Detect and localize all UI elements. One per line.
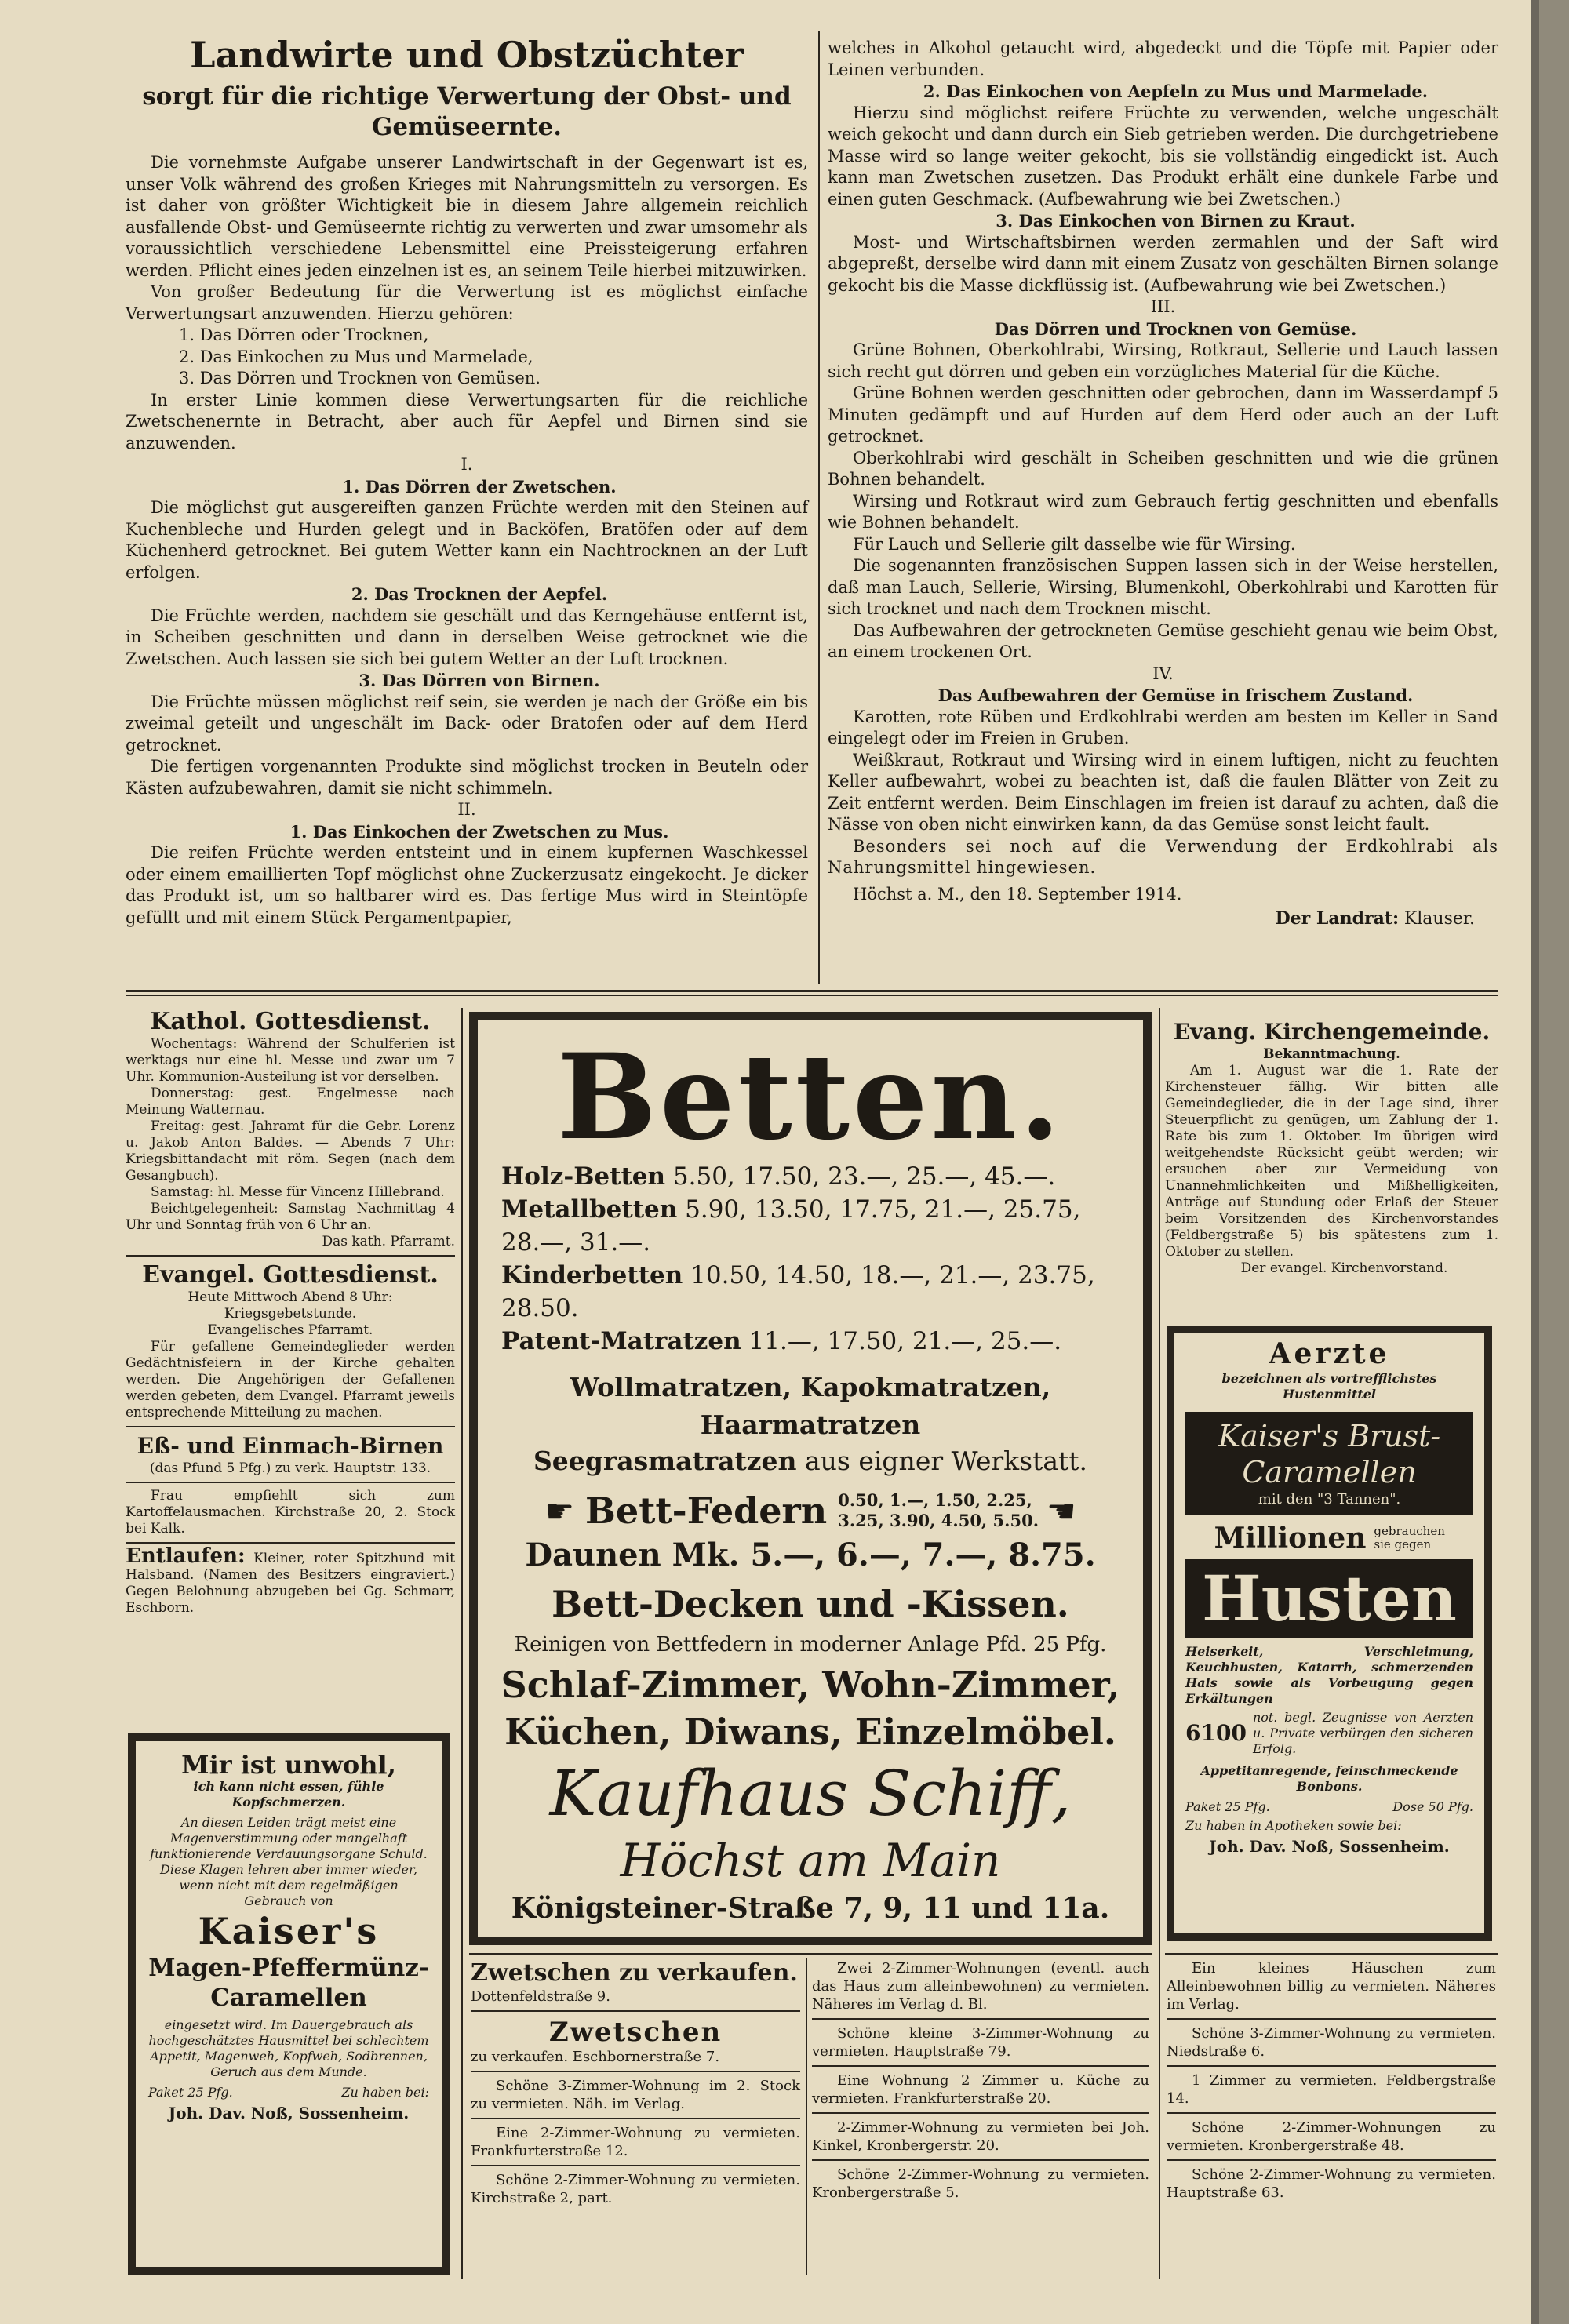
divider [126, 1542, 455, 1544]
kirch-text: Am 1. August war die 1. Rate der Kirchensteuer fällig. Wir bitten alle Gemeindeglieder, die in der Lage sind, ihrer Steuerpflicht zu genügen, um Zahlung der 1. Rate bis zum 1. Oktober. Im übrigen wird weitgehendste Rücksicht geübt werden; wir ersuchen aber zur Vermeidung von Unannehmlichkeiten und Mißhelligkeiten, Anträge auf Stundung oder Erlaß der Steuer beim Vorsitzenden des Kirchenvorstandes (Feldbergstraße 5) bis spätestens zum 1. Oktober zu stellen. [1165, 1063, 1498, 1260]
federn-line [478, 1489, 1143, 1532]
article-subtitle: sorgt für die richtige Verwertung der Obst- und Gemüseernte. [142, 82, 792, 141]
list-item: 2. Das Einkochen zu Mus und Marmelade, [179, 347, 533, 366]
zimmer-line: Schlaf-Zimmer, Wohn-Zimmer, [501, 1664, 1120, 1706]
kirch-sub: Bekanntmachung. [1263, 1046, 1400, 1062]
section-number: II. [457, 800, 476, 819]
article-column-1 [126, 31, 808, 929]
brust-seller: Joh. Dav. Noß, Sossenheim. [1209, 1837, 1450, 1856]
left-ads-column [126, 1008, 455, 1617]
zw1-addr: Dottenfeldstraße 9. [471, 1988, 610, 2005]
row-prices: 10.50, 14.50, 18.—, 21.—, 23.75, 28.50. [501, 1261, 1095, 1322]
section-number: I. [461, 455, 473, 474]
row-prices: 5.50, 17.50, 23.—, 25.—, 45.—. [672, 1162, 1056, 1191]
brust-banner [1185, 1412, 1473, 1515]
classified-item: 2-Zimmer-Wohnung zu vermieten bei Joh. Kinkel, Kronbergerstr. 20. [812, 2119, 1149, 2154]
aerzte-sub: bezeichnen als vortrefflichstes Hustenmittel [1221, 1371, 1437, 1402]
section-heading: 1. Das Dörren der Zwetschen. [342, 476, 617, 496]
classified-item: Schöne 2-Zimmer-Wohnung zu vermieten. Hauptstraße 63. [1167, 2166, 1496, 2201]
kaiser-text: eingesetzt wird. Im Dauergebrauch als hochgeschätztes Hausmittel bei schlechtem Appetit, Magenweh, Kopfweh, Sodbrennen, Geruch aus dem Munde. [148, 2017, 429, 2079]
zw2-title: Zwetschen [548, 2017, 723, 2048]
section-heading: Das Dörren und Trocknen von Gemüse. [994, 318, 1357, 339]
betten-row [501, 1193, 1119, 1259]
signature [828, 908, 1498, 930]
entl-title: Entlaufen: [126, 1544, 246, 1568]
zeugnisse-text: not. begl. Zeugnisse von Aerzten u. Private verbürgen den sicheren Erfolg. [1252, 1710, 1473, 1756]
seegras-line [478, 1444, 1143, 1478]
page-edge [1531, 0, 1569, 2324]
seegras-label: Seegrasmatratzen [533, 1446, 797, 1476]
article-paragraph: Die reifen Früchte werden entsteint und in einem kupfernen Waschkessel oder einem emaillierten Topf möglichst ohne Zuckerzusatz eingekocht. Je dicker das Produkt ist, um so haltbarer wird es. Das fertige Mus wird in Steintöpfe gefüllt und mit einem Stück Pergamentpapier, [126, 843, 808, 927]
kaiser-price [148, 2085, 429, 2100]
article-paragraph: welches in Alkohol getaucht wird, abgedeckt und die Töpfe mit Papier oder Leinen verbunden. [828, 38, 1498, 79]
article-paragraph: Most- und Wirtschaftsbirnen werden zermahlen und der Saft wird abgepreßt, derselbe wird dann mit einem Zusatz von geschälten Birnen solange gekocht bis die Masse dickflüssig ist. (Aufbewahrung wie bei Zwetschen.) [828, 232, 1498, 295]
entl-text: Kleiner, roter Spitzhund mit Halsband. (Namen des Besitzers eingraviert.) Gegen Belohnung abzugeben bei Gg. Schmarr, Eschborn. [126, 1551, 455, 1616]
classified-item: Ein kleines Häuschen zum Alleinbewohnen billig zu vermieten. Näheres im Verlag. [1167, 1960, 1496, 2013]
kaiser-text: An diesen Leiden trägt meist eine Magenverstimmung oder mangelhaft funktionierende Verdauungsorgane Schuld. Diese Klagen lehren aber immer wieder, wenn nicht mit dem regelmäßigen Gebrauch von [150, 1815, 428, 1908]
classified-item: Schöne 2-Zimmer-Wohnung zu vermieten. Kronbergerstraße 5. [812, 2166, 1149, 2201]
section-heading: 2. Das Einkochen von Aepfeln zu Mus und Marmelade. [923, 82, 1429, 101]
article-paragraph: Die sogenannten französischen Suppen lassen sich in der Weise herstellen, daß man Lauch, Sellerie, Wirsing, Blumenkohl, Oberkohlrabi und Karotten für sich trocknet und nach dem Trocknen mischt. [828, 556, 1498, 618]
list-item: 3. Das Dörren und Trocknen von Gemüsen. [179, 369, 541, 387]
classified-item: Eine Wohnung 2 Zimmer u. Küche zu vermieten. Frankfurterstraße 20. [812, 2072, 1149, 2107]
apotheken-line: Zu haben in Apotheken sowie bei: [1185, 1818, 1402, 1833]
list-item: 1. Das Dörren oder Trocknen, [179, 326, 429, 344]
article-paragraph: Oberkohlrabi wird geschält in Scheiben geschnitten und wie die grünen Bohnen behandelt. [828, 448, 1498, 489]
brust-line-1: Kaiser's Brust- [1218, 1419, 1441, 1453]
section-rule [126, 995, 1498, 996]
zeugnisse-line [1185, 1710, 1473, 1757]
divider [812, 2112, 1149, 2114]
row-prices: 5.90, 13.50, 17.75, 21.—, 25.75, 28.—, 31.—. [501, 1195, 1081, 1257]
classifieds-mid-left [471, 1959, 800, 2207]
article-paragraph: Wirsing und Rotkraut wird zum Gebrauch fertig geschnitten und ebenfalls wie Bohnen behandelt. [828, 491, 1498, 532]
notice-text: Freitag: gest. Jahramt für die Gebr. Lorenz u. Jakob Anton Baldes. — Abends 7 Uhr: Kriegsbittandacht mit röm. Segen (nach dem Gesangbuch). [126, 1118, 455, 1184]
federn-prices [838, 1490, 1039, 1531]
divider [126, 1255, 455, 1257]
article-paragraph: Von großer Bedeutung für die Verwertung ist es möglichst einfache Verwertungsart anzuwenden. Hierzu gehören: [126, 282, 808, 323]
federn-label: Bett-Federn [584, 1489, 828, 1532]
kirch-sign: Der evangel. Kirchenvorstand. [1240, 1260, 1448, 1276]
pointing-hand-icon: ☛ [544, 1491, 574, 1530]
divider [1167, 2065, 1496, 2067]
shop-street: Königsteiner-Straße 7, 9, 11 und 11a. [511, 1892, 1110, 1925]
section-heading: Das Aufbewahren der Gemüse in frischem Zustand. [937, 686, 1414, 705]
aerzte-title: Aerzte [1269, 1337, 1390, 1370]
classified-item: Schöne kleine 3-Zimmer-Wohnung zu vermieten. Hauptstraße 79. [812, 2025, 1149, 2060]
federn-prices-2: 3.25, 3.90, 4.50, 5.50. [838, 1511, 1039, 1530]
section-number: III. [1150, 297, 1176, 316]
betten-row [501, 1160, 1119, 1193]
zw1-title: Zwetschen zu verkaufen. [471, 1959, 798, 1987]
kaiser-paket: Paket 25 Pfg. [148, 2085, 233, 2100]
betten-row [501, 1259, 1119, 1325]
betten-price-list [478, 1160, 1143, 1358]
reinigen-line: Reinigen von Bettfedern in moderner Anlage Pfd. 25 Pfg. [514, 1633, 1107, 1657]
article-paragraph: Die vornehmste Aufgabe unserer Landwirtschaft in der Gegenwart ist es, unser Volk während des großen Krieges mit Nahrungsmitteln zu versorgen. Es ist daher von größter Wichtigkeit bie in diesem Jahre allgemein reichlich ausfallende Obst- und Gemüseernte richtig zu verwerten und zwar umsomehr als voraussichtlich verschiedene Lebensmittel eine Preissteigerung erfahren werden. Pflicht eines jeden einzelnen ist es, an seinem Teile hierbei mitzuwirken. [126, 153, 808, 280]
brust-caramellen-ad [1167, 1326, 1492, 1941]
divider [471, 2165, 800, 2166]
divider [471, 2118, 800, 2119]
divider [471, 2010, 800, 2012]
brust-paket: Paket 25 Pfg. [1185, 1799, 1270, 1814]
notice-text: Für gefallene Gemeindeglieder werden Gedächtnisfeiern in der Kirche gehalten werden. Die Angehörigen der Gefallenen werden gebeten, dem Evangel. Pfarramt jeweils entsprechende Mitteilung zu machen. [126, 1339, 455, 1420]
kaiser-haben: Zu haben bei: [341, 2085, 429, 2100]
dateline: Höchst a. M., den 18. September 1914. [853, 884, 1182, 904]
section-heading: 3. Das Dörren von Birnen. [359, 671, 600, 690]
zeugnisse-num: 6100 [1185, 1720, 1247, 1746]
moebel-line: Küchen, Diwans, Einzelmöbel. [504, 1711, 1116, 1753]
article-paragraph: Für Lauch und Sellerie gilt dasselbe wie für Wirsing. [853, 534, 1296, 554]
betten-title: Betten. [557, 1028, 1064, 1166]
notice-text: Samstag: hl. Messe für Vincenz Hillebrand. [151, 1184, 445, 1200]
notice-sign: Das kath. Pfarramt. [322, 1234, 455, 1249]
classifieds-right [1167, 1959, 1496, 2202]
signer-name: Klauser. [1403, 909, 1475, 929]
betten-ad [469, 1012, 1152, 1945]
shop-city: Höchst am Main [620, 1834, 1001, 1887]
husten-text: Heiserkeit, Verschleimung, Keuchhusten, Katarrh, schmerzenden Hals sowie als Vorbeugung gegen Erkältungen [1185, 1644, 1473, 1706]
brust-line-2: Caramellen [1242, 1455, 1417, 1489]
kirch-title: Evang. Kirchengemeinde. [1173, 1019, 1491, 1045]
article-paragraph: Das Aufbewahren der getrockneten Gemüse geschieht genau wie beim Obst, an einem trockenen Ort. [828, 620, 1498, 661]
row-prices: 11.—, 17.50, 21.—, 25.—. [748, 1327, 1062, 1355]
classified-item: Eine 2-Zimmer-Wohnung zu vermieten. Frankfurterstraße 12. [471, 2125, 800, 2159]
gebrauchen: gebrauchen sie gegen [1374, 1524, 1445, 1551]
birnen-title: Eß- und Einmach-Birnen [137, 1433, 444, 1459]
section-heading: 2. Das Trocknen der Aepfel. [351, 584, 608, 604]
divider [471, 2071, 800, 2072]
row-label: Patent-Matratzen [501, 1327, 741, 1355]
divider [812, 2065, 1149, 2067]
divider [126, 1426, 455, 1427]
row-label: Kinderbetten [501, 1261, 683, 1289]
shop-name: Kaufhaus Schiff, [549, 1757, 1072, 1830]
zw2-addr: zu verkaufen. Eschbornerstraße 7. [471, 2049, 720, 2065]
row-label: Holz-Betten [501, 1162, 666, 1191]
classified-item: Schöne 3-Zimmer-Wohnung zu vermieten. Niedstraße 6. [1167, 2025, 1496, 2060]
column-divider [1159, 1008, 1160, 2279]
article-paragraph: Die möglichst gut ausgereiften ganzen Früchte werden mit den Steinen auf Kuchenbleche und Hurden gelegt und in Backöfen, Bratöfen oder auf dem Küchenherd getrocknet. Bei gutem Wetter kann ein Nachtrocknen an der Luft erfolgen. [126, 498, 808, 582]
brust-line-3: mit den "3 Tannen". [1258, 1491, 1401, 1508]
kaiser-seller: Joh. Dav. Noß, Sossenheim. [168, 2104, 410, 2122]
classified-item: Schöne 3-Zimmer-Wohnung im 2. Stock zu vermieten. Näh. im Verlag. [471, 2078, 800, 2112]
brust-dose: Dose 50 Pfg. [1392, 1799, 1473, 1814]
article-paragraph: Besonders sei noch auf die Verwendung der Erdkohlrabi als Nahrungsmittel hingewiesen. [828, 836, 1498, 877]
article-paragraph: In erster Linie kommen diese Verwertungsarten für die reichliche Zwetschenernte in Betracht, aber auch für Aepfel und Birnen sind sie anzuwenden. [126, 390, 808, 453]
article-paragraph: Karotten, rote Rüben und Erdkohlrabi werden am besten im Keller in Sand eingelegt oder im Freien in Gruben. [828, 707, 1498, 747]
divider [1167, 2112, 1496, 2114]
notice-text: (das Pfund 5 Pfg.) zu verk. Hauptstr. 133. [149, 1460, 431, 1476]
millionen-line [1185, 1520, 1473, 1556]
classified-item: 1 Zimmer zu vermieten. Feldbergstraße 14. [1167, 2072, 1496, 2107]
husten-banner: Husten [1185, 1559, 1473, 1638]
classified-item: Schöne 2-Zimmer-Wohnung zu vermieten. Kirchstraße 2, part. [471, 2172, 800, 2206]
divider [812, 2159, 1149, 2161]
section-rule [469, 1953, 1152, 1955]
daunen-line: Daunen Mk. 5.—, 6.—, 7.—, 8.75. [525, 1537, 1096, 1573]
betten-row [501, 1325, 1119, 1358]
notice-text: Evangelisches Pfarramt. [207, 1322, 373, 1338]
kaiser-product: Magen-Pfeffermünz-Caramellen [148, 1954, 429, 2012]
notice-text [126, 1544, 455, 1617]
divider [1167, 2018, 1496, 2020]
classified-item: Zwei 2-Zimmer-Wohnungen (eventl. auch das Haus zum alleinbewohnen) zu vermieten. Näheres im Verlag d. Bl. [812, 1960, 1149, 2013]
classified-item: Schöne 2-Zimmer-Wohnungen zu vermieten. Kronbergerstraße 48. [1167, 2119, 1496, 2154]
article-paragraph: Hierzu sind möglichst reifere Früchte zu verwenden, welche ungeschält weich gekocht und dann durch ein Sieb getrieben werden. Die durchgetriebene Masse wird so lange weiter gekocht, bis sie vollständig eingedickt ist. Auch kann man Zwetschen zusetzen. Das Produkt erhält eine dunkele Farbe und einen guten Geschmack. (Aufbewahrung wie bei Zwetschen.) [828, 103, 1498, 209]
article-title: Landwirte und Obstzüchter [190, 34, 744, 76]
section-rule [1165, 1953, 1498, 1955]
millionen: Millionen [1214, 1522, 1367, 1555]
article-paragraph: Die Früchte müssen möglichst reif sein, sie werden je nach der Größe ein bis zweimal geteilt und ungeschält im Back- oder Bratofen oder auf dem Herd getrocknet. [126, 692, 808, 755]
evang-title: Evangel. Gottesdienst. [142, 1261, 439, 1289]
column-divider [818, 31, 820, 984]
pointing-hand-left-icon: ☚ [1047, 1491, 1076, 1530]
signer-role: Der Landrat: [1275, 908, 1400, 929]
notice-text: Donnerstag: gest. Engelmesse nach Meinung Watternau. [126, 1086, 455, 1118]
article-paragraph: Die fertigen vorgenannten Produkte sind möglichst trocken in Beuteln oder Kästen aufzubewahren, damit sie nicht schimmeln. [126, 757, 808, 798]
federn-prices-1: 0.50, 1.—, 1.50, 2.25, [838, 1490, 1032, 1510]
article-paragraph: Weißkraut, Rotkraut und Wirsing wird in einem luftigen, nicht zu feuchten Keller aufbewahrt, wobei zu beachten ist, daß die faulen Blätter von Zeit zu Zeit entfernt werden. Beim Einschlagen im freien ist darauf zu achten, daß die Nässe von oben nicht einwirken kann, da das Gemüse sonst leicht fault. [828, 750, 1498, 834]
notice-text: Heute Mittwoch Abend 8 Uhr: Kriegsgebetstunde. [187, 1289, 393, 1322]
article-column-2 [828, 38, 1498, 930]
decken-line: Bett-Decken und -Kissen. [552, 1583, 1069, 1625]
brust-price [1185, 1799, 1473, 1815]
kaiser-magen-ad [128, 1733, 450, 2275]
column-divider [461, 1008, 463, 2279]
column-divider [806, 1958, 807, 2275]
article-paragraph: Grüne Bohnen werden geschnitten oder gebrochen, dann im Wasserdampf 5 Minuten gedämpft und auf Hurden auf dem Herd oder auch an der Luft getrocknet. [828, 384, 1498, 446]
kathol-title: Kathol. Gottesdienst. [150, 1008, 431, 1035]
kaiser-headline: Mir ist unwohl, [181, 1750, 396, 1780]
notice-text: Wochentags: Während der Schulferien ist werktags nur eine hl. Messe und zwar um 7 Uhr. Kommunion-Austeilung ist vor derselben. [126, 1036, 455, 1085]
section-number: IV. [1152, 664, 1174, 683]
matratzen-line: Wollmatratzen, Kapokmatratzen, Haarmatratzen [570, 1372, 1051, 1440]
divider [812, 2018, 1149, 2020]
article-paragraph: Grüne Bohnen, Oberkohlrabi, Wirsing, Rotkraut, Sellerie und Lauch lassen sich recht gut dörren und geben ein vorzügliches Material für die Küche. [828, 340, 1498, 381]
notice-text: Beichtgelegenheit: Samstag Nachmittag 4 Uhr und Sonntag früh von 6 Uhr an. [126, 1201, 455, 1233]
article-paragraph: Die Früchte werden, nachdem sie geschält und das Kerngehäuse entfernt ist, in Scheiben geschnitten und dann in derselben Weise getrocknet wie die Zwetschen. Auch lassen sie sich bei gutem Wetter an der Luft trocknen. [126, 606, 808, 668]
right-ads-column [1165, 1018, 1498, 1277]
section-rule [126, 990, 1498, 992]
method-list [126, 325, 808, 390]
appetit-line: Appetitanregende, feinschmeckende Bonbons. [1200, 1763, 1458, 1794]
seegras-note: aus eigner Werkstatt. [805, 1446, 1088, 1476]
notice-text: Frau empfiehlt sich zum Kartoffelausmachen. Kirchstraße 20, 2. Stock bei Kalk. [126, 1488, 455, 1537]
row-label: Metallbetten [501, 1195, 678, 1224]
kaiser-brand: Kaiser's [198, 1910, 380, 1952]
divider [1167, 2159, 1496, 2161]
section-heading: 1. Das Einkochen der Zwetschen zu Mus. [289, 821, 669, 842]
kaiser-subhead: ich kann nicht essen, fühle Kopfschmerzen. [193, 1779, 384, 1809]
divider [126, 1482, 455, 1483]
classifieds-mid-right [812, 1959, 1149, 2202]
section-heading: 3. Das Einkochen von Birnen zu Kraut. [996, 211, 1356, 231]
